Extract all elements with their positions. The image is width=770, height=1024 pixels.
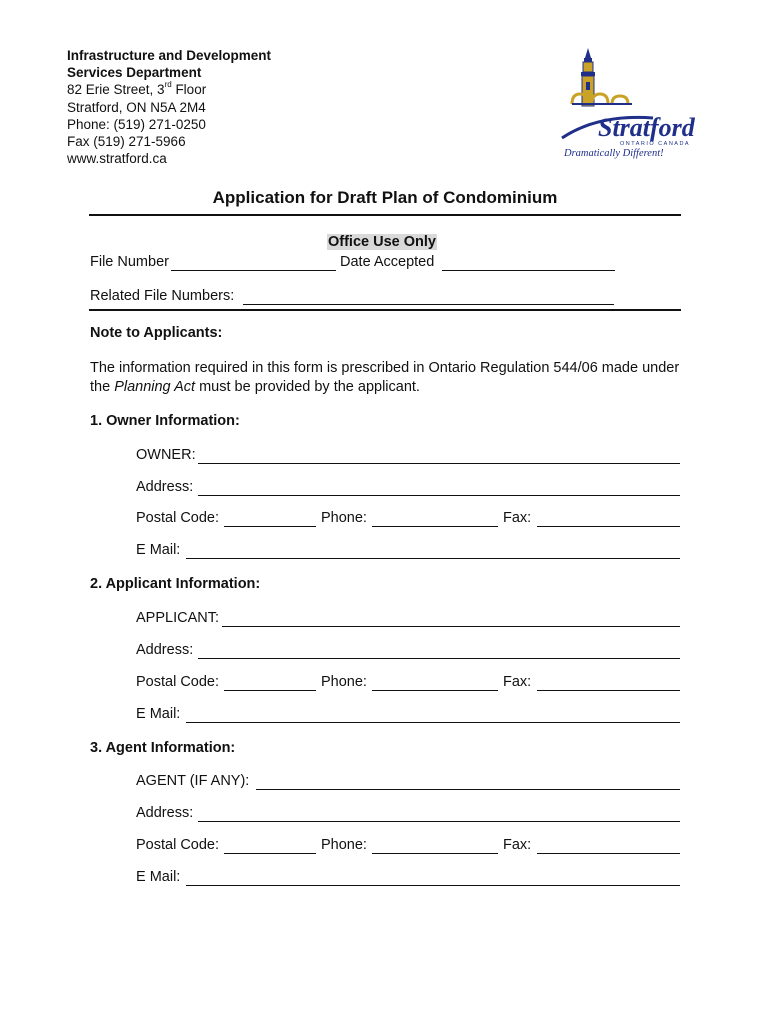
owner-postal-field[interactable] — [224, 510, 316, 527]
agent-postal-field[interactable] — [224, 837, 316, 854]
agent-postal-label: Postal Code: — [136, 837, 220, 853]
department-name-line2: Services Department — [67, 65, 202, 81]
street-address: 82 Erie Street, 3rd Floor — [67, 80, 207, 98]
owner-fax-label: Fax: — [503, 510, 532, 526]
agent-address-label: Address: — [136, 805, 194, 821]
applicant-name-label: APPLICANT: — [136, 610, 219, 626]
owner-address-label: Address: — [136, 479, 194, 495]
agent-section-heading: 3. Agent Information: — [90, 740, 236, 756]
applicant-section-heading: 2. Applicant Information: — [90, 576, 261, 592]
owner-email-label: E Mail: — [136, 542, 181, 558]
applicant-phone-label: Phone: — [321, 674, 367, 690]
agent-email-label: E Mail: — [136, 869, 181, 885]
agent-name-label: AGENT (IF ANY): — [136, 773, 250, 789]
agent-phone-field[interactable] — [372, 837, 498, 854]
owner-phone-field[interactable] — [372, 510, 498, 527]
phone-line: Phone: (519) 271-0250 — [67, 116, 206, 132]
agent-phone-label: Phone: — [321, 837, 367, 853]
owner-phone-label: Phone: — [321, 510, 367, 526]
applicant-postal-field[interactable] — [224, 674, 316, 691]
title-divider — [89, 214, 681, 216]
department-header — [67, 47, 271, 167]
date-accepted-field[interactable] — [442, 254, 615, 271]
file-number-label: File Number — [90, 254, 169, 270]
owner-fax-field[interactable] — [537, 510, 680, 527]
office-use-heading: Office Use Only — [328, 234, 436, 250]
applicant-postal-label: Postal Code: — [136, 674, 220, 690]
agent-address-field[interactable] — [198, 805, 680, 822]
owner-name-label: OWNER: — [136, 447, 196, 463]
agent-fax-label: Fax: — [503, 837, 532, 853]
file-number-field[interactable] — [171, 254, 336, 271]
applicant-fax-label: Fax: — [503, 674, 532, 690]
page-title: Application for Draft Plan of Condominium — [212, 188, 558, 207]
note-heading: Note to Applicants: — [90, 325, 223, 341]
applicant-address-field[interactable] — [198, 642, 680, 659]
website-link[interactable]: www.stratford.ca — [67, 151, 167, 167]
owner-address-field[interactable] — [198, 479, 680, 496]
agent-email-field[interactable] — [186, 869, 680, 886]
related-file-numbers-label: Related File Numbers: — [90, 288, 235, 304]
applicant-phone-field[interactable] — [372, 674, 498, 691]
city-line: Stratford, ON N5A 2M4 — [67, 99, 206, 115]
owner-postal-label: Postal Code: — [136, 510, 220, 526]
note-text: The information required in this form is prescribed in Ontario Regulation 544/06 made under the Planning Act must be provided by the applicant. — [90, 360, 680, 395]
date-accepted-label: Date Accepted — [340, 254, 435, 270]
agent-name-field[interactable] — [256, 773, 680, 790]
owner-email-field[interactable] — [186, 542, 680, 559]
applicant-address-label: Address: — [136, 642, 194, 658]
owner-section-heading: 1. Owner Information: — [90, 413, 240, 429]
related-file-numbers-field[interactable] — [243, 288, 614, 305]
department-name-line1: Infrastructure and Development — [67, 48, 272, 63]
logo-region: ONTARIO CANADA — [620, 141, 691, 147]
logo-tagline: Dramatically Different! — [564, 148, 664, 159]
office-divider — [89, 309, 681, 311]
stratford-logo — [558, 44, 708, 160]
agent-fax-field[interactable] — [537, 837, 680, 854]
fax-line: Fax (519) 271-5966 — [67, 134, 186, 150]
applicant-email-label: E Mail: — [136, 706, 181, 722]
applicant-name-field[interactable] — [222, 610, 680, 627]
applicant-fax-field[interactable] — [537, 674, 680, 691]
owner-name-field[interactable] — [198, 447, 680, 464]
logo-wordmark: Stratford — [598, 113, 695, 142]
applicant-email-field[interactable] — [186, 706, 680, 723]
